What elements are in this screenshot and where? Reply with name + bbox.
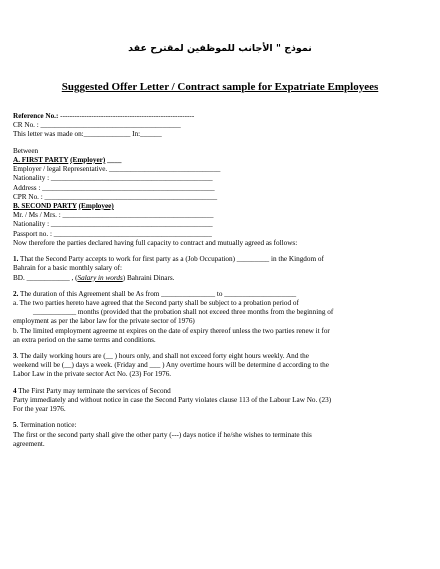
clause-5-number: 5 [13,421,17,430]
clause-2-text-1: The duration of this Agreement shall be As from _______________ to ____________________ [18,289,297,298]
document-body [13,112,408,449]
clause-1-bd: BD. ____________ , ( [13,273,78,282]
employer-cpr-line: CPR No. : ________________________________________________ [13,192,218,201]
clause-3-number: 3 [13,352,17,361]
clause-2a-line-1: a. The two parties hereto have agreed that the Second party shall be subject to a probation period of [13,298,299,307]
agreement-intro: Now therefore the parties declared having full capacity to contract and mutually agreed as follows: [13,238,298,247]
document-title: Suggested Offer Letter / Contract sample for Expatriate Employees [61,81,379,93]
arabic-title: نموذج " الأجانب للموظفين لمقترح عقد [128,43,312,54]
clause-2b-line-1: b. The limited employment agreeme nt expires on the date of expiry thereof unless the two parties renew it for [13,326,330,335]
employer-label: (Employer) [70,155,106,164]
clause-3-line-2: weekend will be (__) days a week. (Friday and ___ ) Any overtime hours will be determine d according to the [13,361,329,370]
clause-4-line-3: For the year 1976. [13,405,66,414]
clause-2b-line-2: an extra period on the same terms and conditions. [13,335,156,344]
clause-2a-line-3: employment as per the labor law for the private sector of 1976) [13,317,195,326]
clause-4-text-1: The First Party may terminate the services of Second [16,386,171,395]
clause-2-line-1 [13,290,408,299]
clause-4-line-2: Party immediately and without notice in case the Second Party violates clause 113 of the Labour Law No. (23) [13,395,332,404]
clause-3-text-1: . The daily working hours are (__ ) hours only, and shall not exceed forty eight hours weekly. And the [16,352,309,361]
clause-3-line-3: Labor Law in the private sector Act No. (23) For 1976. [13,370,172,379]
employee-name-line: Mr. / Ms / Mrs. : __________________________________________ [13,211,214,220]
reference-label: Reference No.: [13,112,59,120]
clause-5-line-1 [13,421,408,430]
clause-3-line-1 [13,352,408,361]
clause-2-number: 2. [13,289,19,298]
clause-2a-line-2: ____________ months (provided that the probation shall not exceed three months from the beginning of [33,308,334,317]
first-party-tail: ____ [105,155,122,164]
first-party-label: A. FIRST PARTY [13,155,69,164]
employee-passport-line: Passport no. : ____________________________________________ [13,229,212,238]
clause-1-salary-words: Salary in words [77,273,123,282]
made-on-line: This letter was made on:_____________ In:______ [13,130,162,139]
clause-1-line-3 [13,274,408,283]
employer-nationality-line: Nationality : _____________________________________________ [13,174,213,183]
clause-1-text-1: That the Second Party accepts to work for first party as a (Job Occupation) _________ in the Kingdom of [18,255,324,264]
first-party-heading [13,156,408,165]
clause-5-text-1: . Termination notice: [16,421,77,430]
second-party-heading [13,202,408,211]
employer-address-line: Address : ________________________________________________ [13,183,215,192]
clause-1-line-2: Bahrain for a basic monthly salary of: [13,264,122,273]
cr-line: CR No. : _______________________________________ [13,121,181,130]
reference-dashes: -------------------------------------------------------- [60,112,195,120]
reference-line [13,112,408,121]
clause-1-line-1 [13,255,408,264]
clause-4-number: 4 [13,386,17,395]
clause-5-line-2: The first or the second party shall give the other party (---) days notice if he/she wishes to terminate this [13,430,312,439]
between-label: Between [13,146,39,155]
employee-nationality-line: Nationality : _____________________________________________ [13,220,213,229]
clause-1-number: 1. [13,255,19,264]
clause-4-line-1 [13,387,408,396]
second-party-label: B. SECOND PARTY [13,201,77,210]
clause-5-line-3: agreement. [13,439,45,448]
employer-rep-line: Employer / legal Representative. _______________________________ [13,165,221,174]
employee-label: (Employee) [78,201,114,210]
clause-1-dinars: ) Bahraini Dinars. [122,273,175,282]
